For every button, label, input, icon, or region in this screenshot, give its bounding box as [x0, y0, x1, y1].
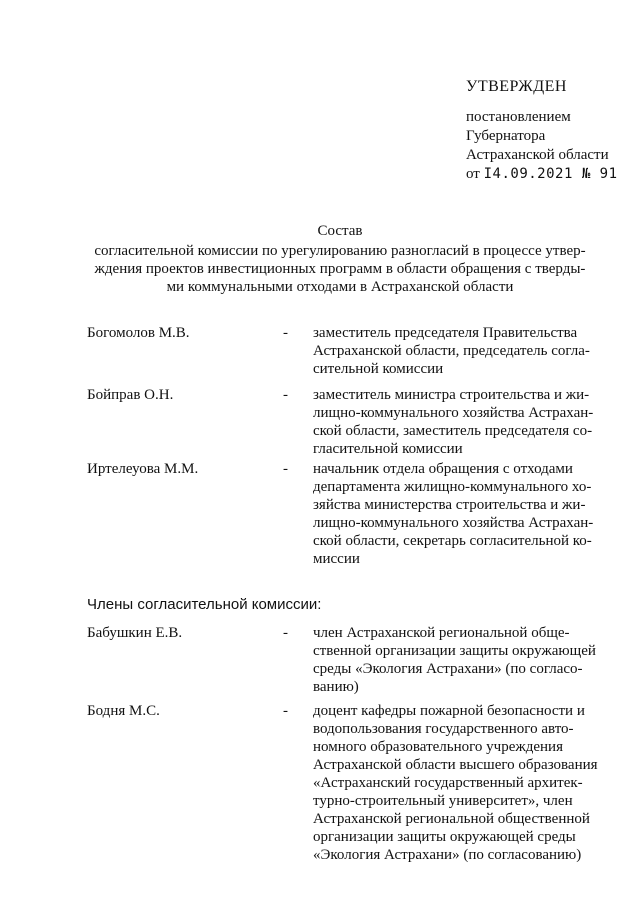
description-line: водопользования государственного авто-: [313, 721, 574, 737]
entry-name: Иртелеуова М.М.: [87, 461, 199, 477]
title-line-3: ждения проектов инвестиционных программ в области обращения с тверды-: [94, 261, 586, 277]
title-line-4: ми коммунальными отходами в Астраханской области: [166, 279, 514, 295]
approval-stamp: [466, 77, 636, 184]
handwritten-date-number: I4.09.2021 № 91: [483, 166, 618, 182]
entry-dash: -: [283, 703, 288, 719]
description-line: ванию): [313, 679, 359, 695]
description-line: заместитель министра строительства и жи-: [313, 387, 590, 403]
description-line: миссии: [313, 551, 360, 567]
entry-description: [313, 702, 616, 864]
entry-description: [313, 386, 616, 458]
approval-date-line: [466, 165, 636, 184]
entry-dash: -: [283, 625, 288, 641]
approval-heading: УТВЕРЖДЕН: [466, 78, 567, 95]
members-heading: Члены согласительной комиссии:: [87, 596, 322, 613]
description-line: Астраханской региональной общественной: [313, 811, 590, 827]
description-line: член Астраханской региональной обще-: [313, 625, 570, 641]
description-line: среды «Экология Астрахани» (по согласо-: [313, 661, 583, 677]
description-line: заместитель председателя Правительства: [313, 325, 578, 341]
entry-name: Бойправ О.Н.: [87, 387, 174, 403]
entry-description: [313, 460, 616, 568]
entry-dash: -: [283, 461, 288, 477]
entry-dash: -: [283, 387, 288, 403]
entry-name: Богомолов М.В.: [87, 325, 190, 341]
description-line: департамента жилищно-коммунального хо-: [313, 479, 592, 495]
description-line: турно-строительный университет», член: [313, 793, 573, 809]
title-line-1: Состав: [317, 223, 363, 239]
description-line: ской области, секретарь согласительной ко-: [313, 533, 592, 549]
approval-line-3: Астраханской области: [466, 147, 609, 163]
title-line-2: согласительной комиссии по урегулированию разногласий в процессе утвер-: [94, 243, 586, 259]
description-line: начальник отдела обращения с отходами: [313, 461, 573, 477]
description-line: ственной организации защиты окружающей: [313, 643, 596, 659]
description-line: номного образовательного учреждения: [313, 739, 563, 755]
approval-line-2: Губернатора: [466, 128, 546, 144]
description-line: сительной комиссии: [313, 361, 444, 377]
entry-dash: -: [283, 325, 288, 341]
entry-description: [313, 324, 616, 378]
entry-description: [313, 624, 616, 696]
description-line: Астраханской области, председатель согла-: [313, 343, 590, 359]
description-line: лищно-коммунального хозяйства Астрахан-: [313, 405, 594, 421]
document-title: [70, 222, 610, 296]
entry-name: Бодня М.С.: [87, 703, 160, 719]
description-line: «Астраханский государственный архитек-: [313, 775, 583, 791]
date-prefix: от: [466, 166, 480, 182]
description-line: «Экология Астрахани» (по согласованию): [313, 847, 582, 863]
description-line: ской области, заместитель председателя со-: [313, 423, 593, 439]
description-line: зяйства министерства строительства и жи-: [313, 497, 586, 513]
description-line: доцент кафедры пожарной безопасности и: [313, 703, 585, 719]
description-line: организации защиты окружающей среды: [313, 829, 576, 845]
entry-name: Бабушкин Е.В.: [87, 625, 183, 641]
description-line: Астраханской области высшего образования: [313, 757, 598, 773]
description-line: лищно-коммунального хозяйства Астрахан-: [313, 515, 594, 531]
description-line: гласительной комиссии: [313, 441, 463, 457]
approval-line-1: постановлением: [466, 109, 571, 125]
